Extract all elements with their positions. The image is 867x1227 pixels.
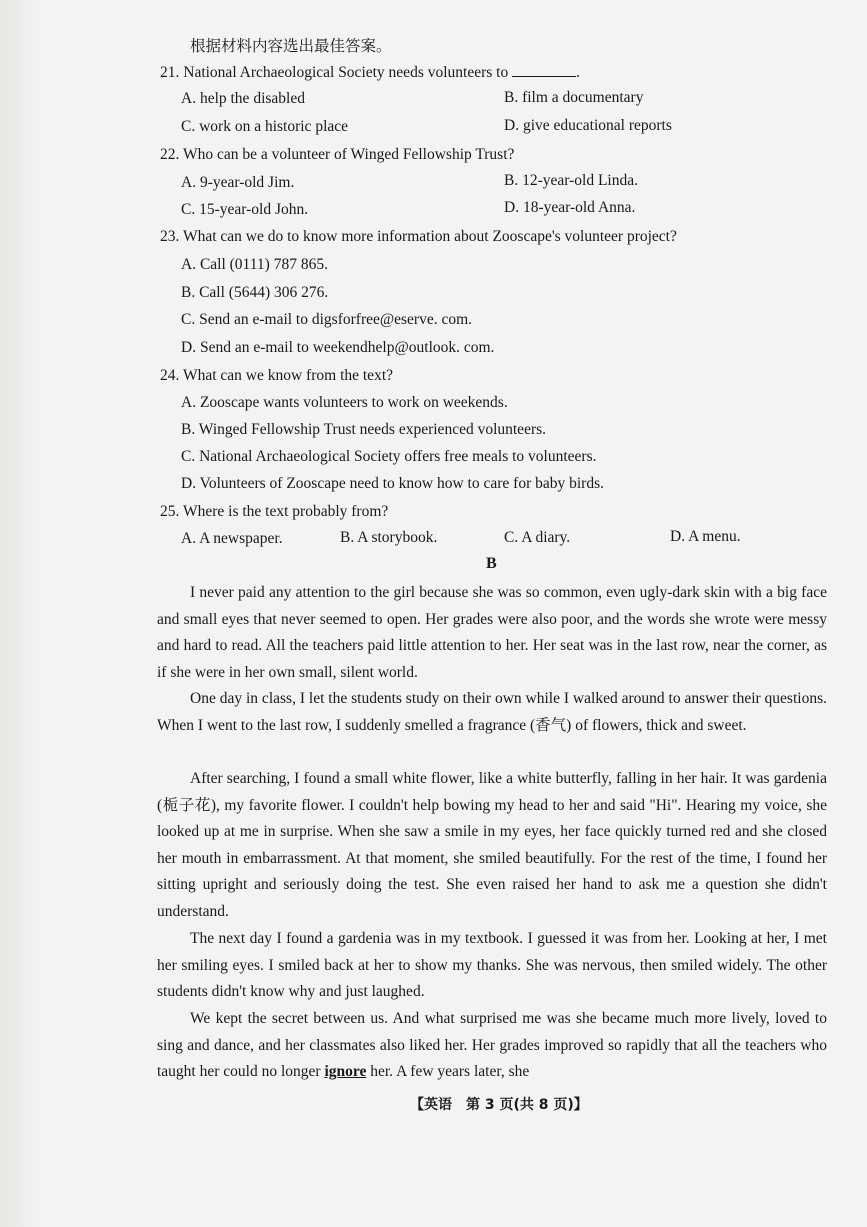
- underlined-word: ignore: [324, 1063, 367, 1081]
- option-24-c: C. National Archaeological Society offers free meals to volunteers.: [181, 448, 597, 465]
- option-21-c: C. work on a historic place: [181, 118, 349, 135]
- passage-paragraph-5: [157, 1006, 827, 1086]
- passage-paragraph-2: One day in class, I let the students study on their own while I walked around to answer their questions. When I went to the last row, I suddenly smelled a fragrance (香气) of flowers, thick and sweet.: [157, 690, 827, 734]
- passage-paragraph-3: After searching, I found a small white flower, like a white butterfly, falling in her hair. It was gardenia (栀子花), my favorite flower. I couldn't help bowing my head to her and said "Hi". Hearing my voice, she looked up at me in surprise. When she saw a smile in my eyes, her face quickly turned red and she closed her mouth in embarrassment. At that moment, she smiled beautifully. For the rest of the time, I found her sitting upright and seriously doing the test. She even raised her hand to ask me a question she didn't understand.: [157, 770, 827, 920]
- answer-blank: [512, 62, 576, 77]
- instruction-text: 根据材料内容选出最佳答案。: [190, 37, 392, 55]
- paragraph-5-text-end: her. A few years later, she: [366, 1063, 530, 1081]
- section-b-heading: B: [486, 555, 497, 572]
- option-25-d: D. A menu.: [670, 528, 741, 545]
- page-footer: 【英语 第 3 页(共 8 页)】: [410, 1097, 588, 1113]
- question-25-stem: 25. Where is the text probably from?: [160, 503, 389, 520]
- question-21-stem-text: 21. National Archaeological Society needs volunteers to: [160, 64, 513, 81]
- passage-paragraph-4: The next day I found a gardenia was in my textbook. I guessed it was from her. Looking at her, I met her smiling eyes. I smiled back at her to show my thanks. She was nervous, then smiled widely. The other students didn't know why and just laughed.: [157, 930, 827, 1001]
- option-23-c: C. Send an e-mail to digsforfree@eserve. com.: [181, 311, 473, 328]
- option-23-a: A. Call (0111) 787 865.: [181, 256, 328, 273]
- option-23-d: D. Send an e-mail to weekendhelp@outlook. com.: [181, 339, 495, 356]
- option-22-a: A. 9-year-old Jim.: [181, 174, 295, 191]
- paragraph-5-text: We kept the secret between us. And what surprised me was she became much more lively, loved to sing and dance, and her classmates also liked her. Her grades improved so rapidly that all the teachers who taught her could no longer: [157, 1010, 827, 1081]
- option-25-c: C. A diary.: [504, 529, 571, 546]
- option-21-d: D. give educational reports: [504, 117, 672, 134]
- option-25-b: B. A storybook.: [340, 529, 438, 546]
- option-24-b: B. Winged Fellowship Trust needs experienced volunteers.: [181, 421, 547, 438]
- option-23-b: B. Call (5644) 306 276.: [181, 284, 329, 301]
- option-24-d: D. Volunteers of Zooscape need to know how to care for baby birds.: [181, 475, 604, 492]
- passage-paragraph-1: I never paid any attention to the girl because she was so common, even ugly-dark skin with a big face and small eyes that never seemed to open. Her grades were also poor, and the words she wrote were messy and hard to read. All the teachers paid little attention to her. Her seat was in the last row, near the corner, as if she were in her own small, silent world.: [157, 584, 827, 681]
- question-21-stem: [160, 62, 580, 83]
- scan-shadow: [0, 0, 40, 1227]
- question-22-stem: 22. Who can be a volunteer of Winged Fellowship Trust?: [160, 146, 515, 163]
- option-24-a: A. Zooscape wants volunteers to work on weekends.: [181, 394, 508, 411]
- question-21-stem-end: .: [576, 64, 580, 81]
- question-24-stem: 24. What can we know from the text?: [160, 367, 393, 384]
- option-22-b: B. 12-year-old Linda.: [504, 172, 638, 189]
- option-25-a: A. A newspaper.: [181, 530, 283, 547]
- question-23-stem: 23. What can we do to know more information about Zooscape's volunteer project?: [160, 228, 677, 245]
- option-22-d: D. 18-year-old Anna.: [504, 199, 636, 216]
- option-21-b: B. film a documentary: [504, 89, 644, 106]
- option-21-a: A. help the disabled: [181, 90, 305, 107]
- option-22-c: C. 15-year-old John.: [181, 201, 309, 218]
